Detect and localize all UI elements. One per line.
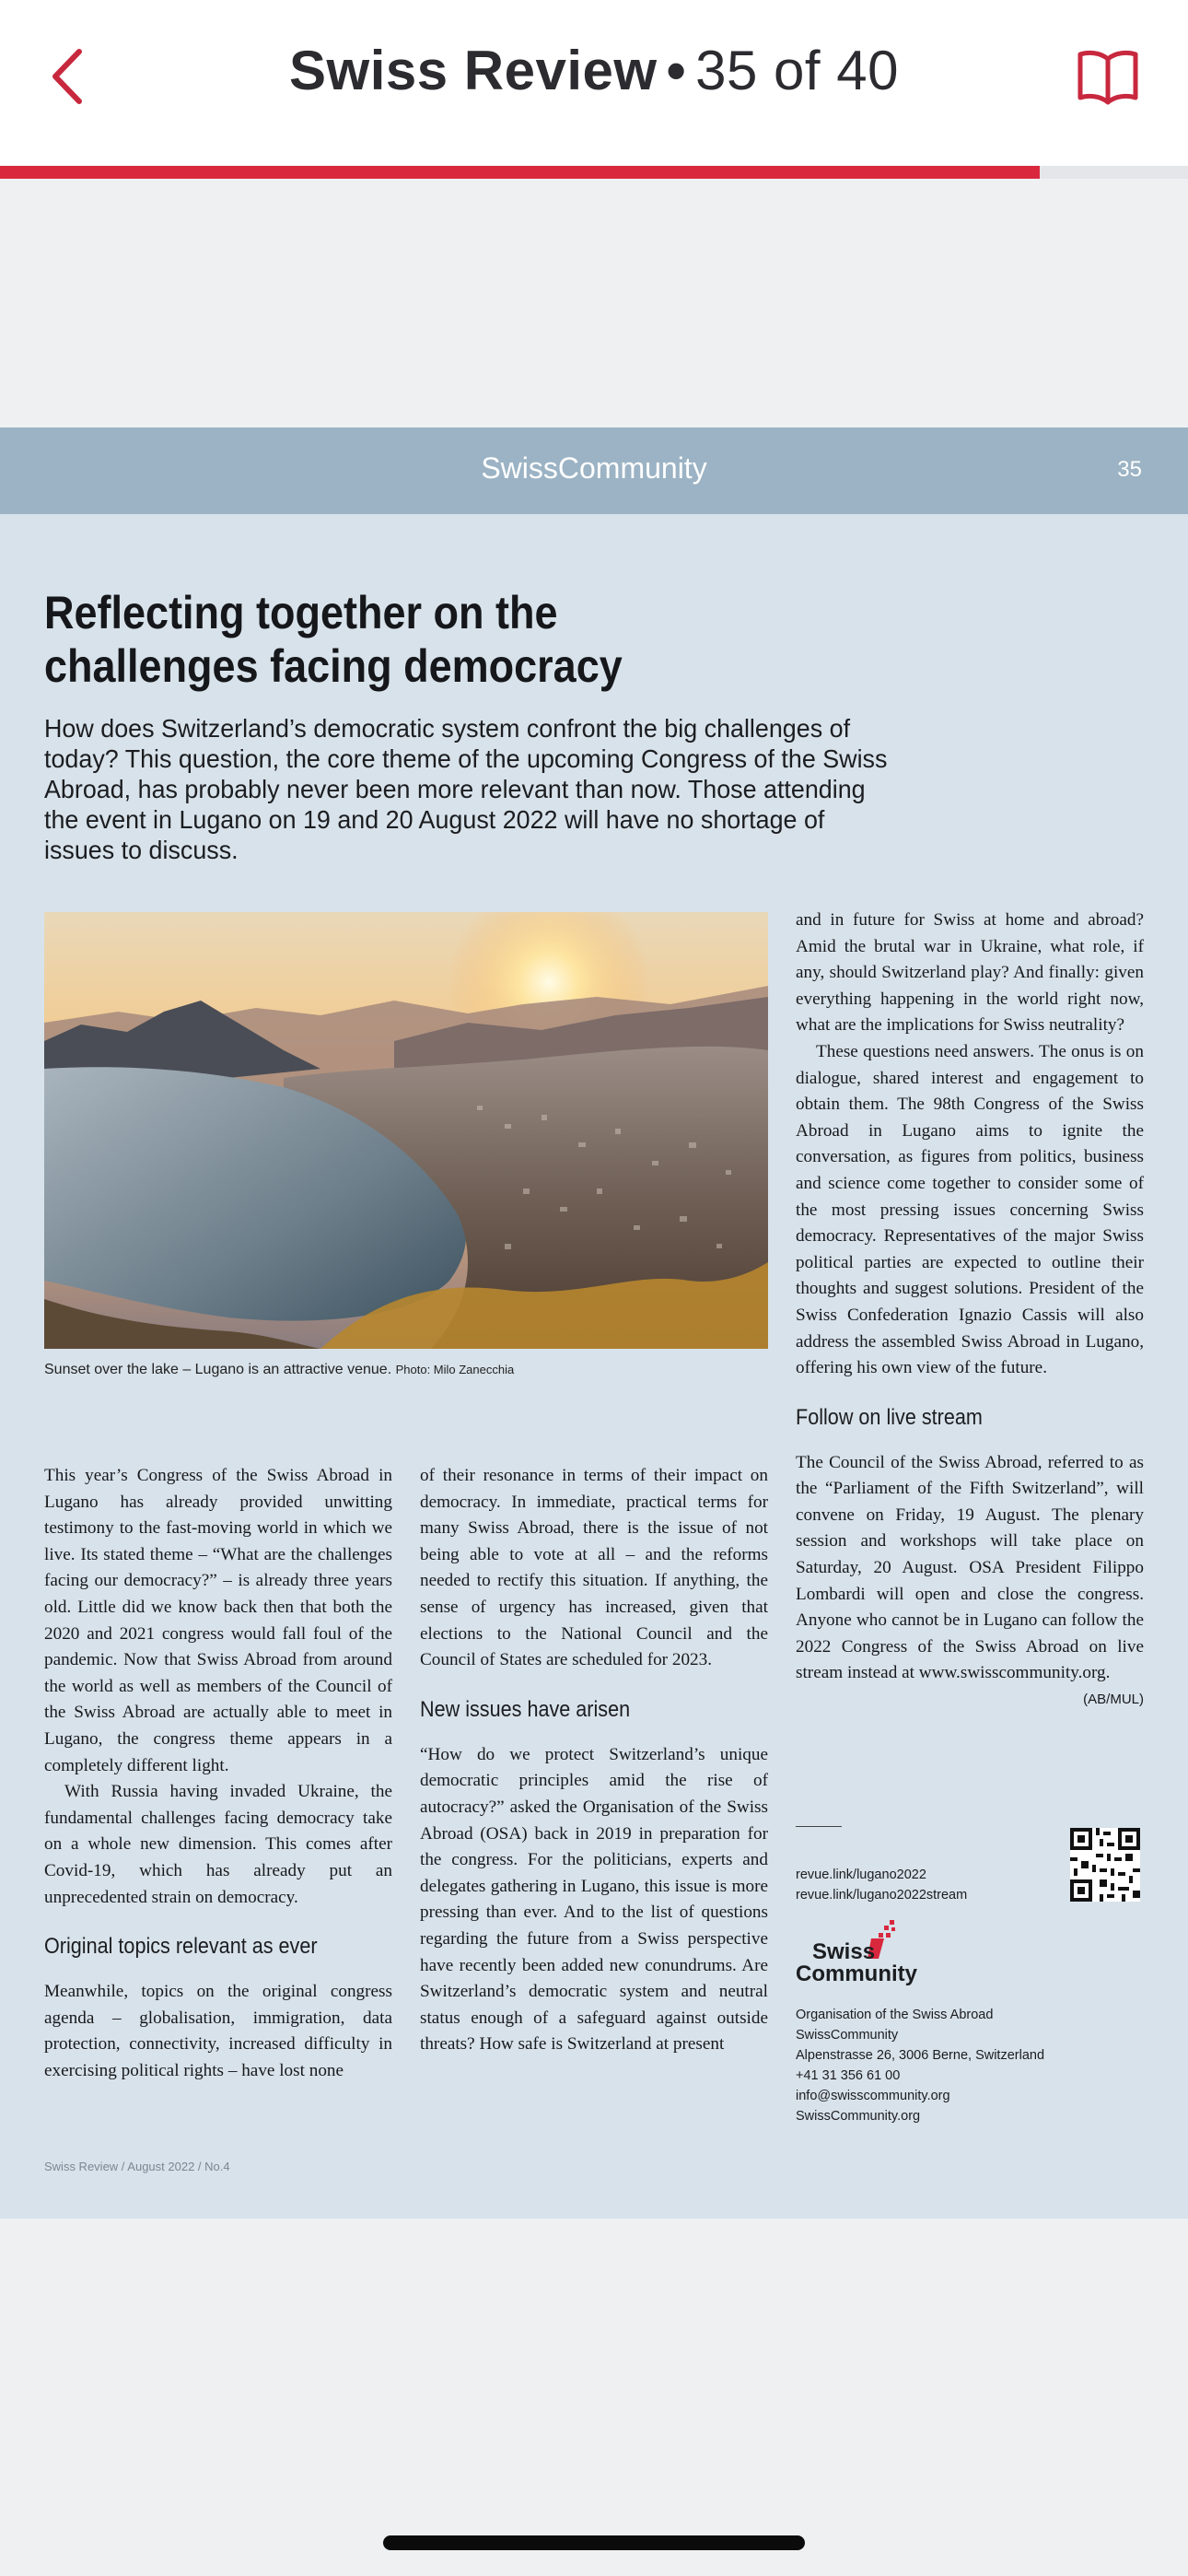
article-column-1 — [44, 1463, 392, 2084]
link-list — [796, 1865, 967, 1905]
paragraph — [796, 1450, 1144, 1708]
subheading: New issues have arisen — [420, 1696, 631, 1722]
logo-text-1: Swiss — [812, 1939, 876, 1964]
home-indicator[interactable] — [383, 2535, 805, 2550]
paragraph: This year’s Congress of the Swiss Abroad in Lugano has already provided unwitting testimony to the fast-moving world in which we live. Its stated theme – “What are the challenges facing our democracy?” – is already three years old. Little did we know back then that both the 2020 and 2021 congress would fall foul of the pandemic. Now that Swiss Abroad from around the world as well as members of the Council of the Swiss Abroad are actually able to meet in Lugano, the congress theme appears in a completely different light. — [44, 1466, 392, 1775]
page-header-band — [0, 427, 1188, 514]
article-column-3 — [796, 907, 1144, 1714]
page-indicator: 35 of 40 — [695, 40, 899, 101]
paragraph: These questions need answers. The onus is on dialogue, shared interest and engagement to obtain them. The 98th Congress of the Swiss Abroad in Lugano aims to ignite the conversation, as figures from politics, business and science come together to consider some of the most pressing issues concerning Swiss democracy. Representatives of the major Swiss political parties are expected to outline their thoughts and suggest solutions. President of the Swiss Confederation Ignazio Cassis will also address the assembled Swiss Abroad in Lugano, offering his own view of the future. — [796, 1041, 1144, 1378]
org-email[interactable]: info@swisscommunity.org — [796, 2089, 950, 2103]
photo-caption — [44, 1362, 772, 1378]
org-name: Organisation of the Swiss Abroad — [796, 2008, 994, 2022]
section-name: SwissCommunity — [481, 451, 707, 485]
qr-code — [1070, 1828, 1140, 1902]
org-website[interactable]: SwissCommunity.org — [796, 2109, 921, 2124]
caption-text: Sunset over the lake – Lugano is an attractive venue. — [44, 1362, 392, 1377]
issue-footer: Swiss Review / August 2022 / No.4 — [44, 2160, 230, 2173]
subheading: Original topics relevant as ever — [44, 1934, 318, 1960]
org-brand: SwissCommunity — [796, 2028, 899, 2043]
paragraph-text: The Council of the Swiss Abroad, referred to as the “Parliament of the Fifth Switzerland”, will convene on Friday, 19 August. The plenary session and workshops will take place on Saturday, 20 August. OSA President Filippo Lombardi will open and close the congress. Anyone who cannot be in Lugano can follow the 2022 Congress of the Swiss Abroad on live stream instead at www.swisscommunity.org. — [796, 1452, 1144, 1683]
author-initials: (AB/MUL) — [1083, 1692, 1144, 1708]
article-lead: How does Switzerland’s democratic system confront the big challenges of today? This question, the core theme of the upcoming Congress of the Swiss Abroad, has probably never been more relevant than now. Those attending the event in Lugano on 19 and 20 August 2022 will have no shortage of issues to discuss. — [44, 714, 888, 864]
swisscommunity-logo — [796, 1916, 925, 1986]
contents-button[interactable] — [1076, 46, 1140, 107]
reading-progress-fill — [0, 166, 1040, 179]
congress-link[interactable]: revue.link/lugano2022 — [796, 1868, 926, 1882]
logo-text-2: Community — [796, 1961, 917, 1986]
title-separator: • — [666, 40, 687, 101]
reading-progress-bar — [0, 166, 1188, 179]
info-divider — [796, 1826, 842, 1827]
paragraph: With Russia having invaded Ukraine, the fundamental challenges facing democracy take on a whole new dimension. This comes after Covid-19, which has already put an unprecedented strain on democracy. — [44, 1782, 392, 1907]
org-street: Alpenstrasse 26, 3006 Berne, Switzerland — [796, 2048, 1045, 2063]
page-title — [0, 39, 1188, 102]
organisation-address — [796, 2005, 1044, 2126]
magazine-page[interactable] — [0, 427, 1188, 2219]
article-column-2 — [420, 1463, 768, 2058]
subheading: Follow on live stream — [796, 1404, 983, 1430]
org-phone: +41 31 356 61 00 — [796, 2068, 901, 2083]
paragraph: “How do we protect Switzerland’s unique democratic principles amid the rise of autocracy?” asked the Organisation of the Swiss Abroad (OSA) back in 2019 in preparation for the congress. For the politicians, experts and delegates gathering in Lugano, this issue is more pressing than ever. And to the list of questions regarding the future from a Swiss perspective have recently been added new conundrums. Are Switzerland’s democratic system and neutral status enough of a safeguard against outside threats? How safe is Switzerland at present — [420, 1744, 768, 2055]
lugano-sunset-photo — [44, 912, 768, 1349]
photo-credit: Photo: Milo Zanecchia — [395, 1363, 515, 1376]
page-number: 35 — [1117, 457, 1142, 482]
magazine-title: Swiss Review — [289, 40, 658, 101]
article-headline: Reflecting together on the challenges facing democracy — [44, 587, 623, 692]
stream-link[interactable]: revue.link/lugano2022stream — [796, 1888, 968, 1903]
top-nav-bar — [0, 0, 1188, 166]
paragraph: Meanwhile, topics on the original congress agenda – globalisation, immigration, data protection, connectivity, increased difficulty in exercising political rights – have lost none — [44, 1982, 392, 2080]
paragraph: and in future for Swiss at home and abroad? Amid the brutal war in Ukraine, what role, if any, should Switzerland play? And finally: given everything happening in the world right now, what are the implications for Swiss neutrality? — [796, 910, 1144, 1036]
book-icon — [1076, 46, 1140, 107]
paragraph: of their resonance in terms of their impact on democracy. In immediate, practical terms for many Swiss Abroad, there is the issue of not being able to vote at all – and the reforms needed to rectify this situation. If anything, the sense of urgency has increased, given that elections to the National Council and the Council of States are scheduled for 2023. — [420, 1466, 768, 1670]
